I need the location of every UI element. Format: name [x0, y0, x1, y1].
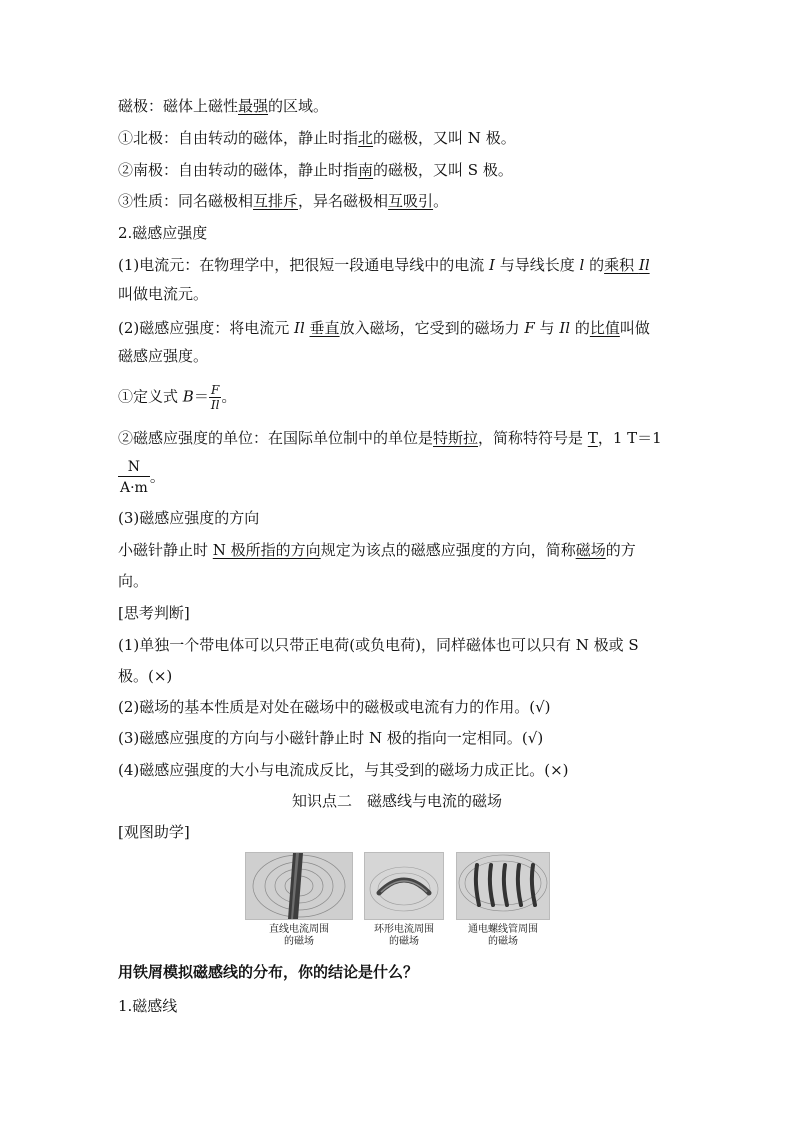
line-definition-formula: ①定义式 B＝ $\frac{F}{Il}$ 。 [118, 383, 237, 412]
line-magnetic-pole: 磁极：磁体上磁性最强的区域。 [118, 97, 329, 115]
iron-filings-ring-current-image [364, 852, 444, 920]
blank-answer: 互排斥 [253, 192, 299, 210]
line-current-element-cont: 叫做电流元。 [118, 285, 209, 303]
judge-item-2: (2)磁场的基本性质是对处在磁场中的磁极或电流有力的作用。(√) [118, 698, 551, 716]
judge-item-3: (3)磁感应强度的方向与小磁针静止时 N 极的指向一定相同。(√) [118, 729, 544, 747]
think-judge-heading: [思考判断] [118, 604, 190, 622]
section-heading-knowledge-2: 知识点二 磁感线与电流的磁场 [291, 792, 502, 810]
judge-item-1-cont: 极。(×) [118, 667, 173, 685]
iron-filings-solenoid-image [456, 852, 550, 920]
unit-fraction: $\frac{N}{A\cdot m}$ [120, 459, 148, 496]
line-pole-property: ③性质：同名磁极相互排斥，异名磁极相互吸引。 [118, 192, 449, 210]
figure-ring-current: 环形电流周围 的磁场 [364, 852, 444, 948]
formula-fraction: $\frac{F}{Il}$ [210, 383, 220, 412]
blank-answer: 乘积 Il [604, 256, 650, 274]
blank-answer: 最强 [238, 97, 269, 115]
section-heading-field-lines: 1.磁感线 [118, 997, 178, 1015]
line-south-pole: ②南极：自由转动的磁体，静止时指南的磁极，又叫 S 极。 [118, 161, 513, 179]
judge-item-1: (1)单独一个带电体可以只带正电荷(或负电荷)，同样磁体也可以只有 N 极或 S [118, 636, 639, 654]
line-north-pole: ①北极：自由转动的磁体，静止时指北的磁极，又叫 N 极。 [118, 129, 516, 147]
judge-item-4: (4)磁感应强度的大小与电流成反比，与其受到的磁场力成正比。(×) [118, 761, 569, 779]
blank-answer: 互吸引 [388, 192, 434, 210]
iron-filings-straight-wire-image [245, 852, 353, 920]
blank-answer: 南 [358, 161, 374, 179]
line-current-element: (1)电流元：在物理学中，把很短一段通电导线中的电流 I 与导线长度 l 的乘积 Il [118, 256, 650, 274]
observe-heading: [观图助学] [118, 823, 190, 841]
blank-answer: 北 [358, 129, 374, 147]
figure-straight-current: 直线电流周围 的磁场 [245, 852, 353, 948]
blank-answer: T [587, 429, 598, 447]
blank-answer: 磁场 [575, 541, 606, 559]
line-magnetic-induction-def: (2)磁感应强度：将电流元 Il 垂直放入磁场，它受到的磁场力 F 与 Il 的比值叫做 [118, 319, 650, 337]
blank-answer: N 极所指的方向 [212, 541, 321, 559]
line-magnetic-induction-def-cont: 磁感应强度。 [118, 347, 209, 365]
question-iron-filings: 用铁屑模拟磁感线的分布，你的结论是什么？ [118, 963, 419, 981]
line-unit: ②磁感应强度的单位：在国际单位制中的单位是特斯拉，简称特符号是 T，1 T＝1 [118, 429, 662, 447]
line-direction-heading: (3)磁感应强度的方向 [118, 509, 260, 527]
section-heading-magnetic-induction: 2.磁感应强度 [118, 224, 208, 242]
blank-answer: 特斯拉 [433, 429, 479, 447]
line-direction-cont: 向。 [118, 572, 149, 590]
line-direction: 小磁针静止时 N 极所指的方向规定为该点的磁感应强度的方向，简称磁场的方 [118, 541, 636, 559]
blank-answer: 垂直 [309, 319, 340, 337]
blank-answer: 比值 [589, 319, 620, 337]
figure-solenoid: 通电螺线管周围 的磁场 [456, 852, 550, 948]
line-unit-fraction: $\frac{N}{A\cdot m}$ 。 [120, 459, 165, 496]
